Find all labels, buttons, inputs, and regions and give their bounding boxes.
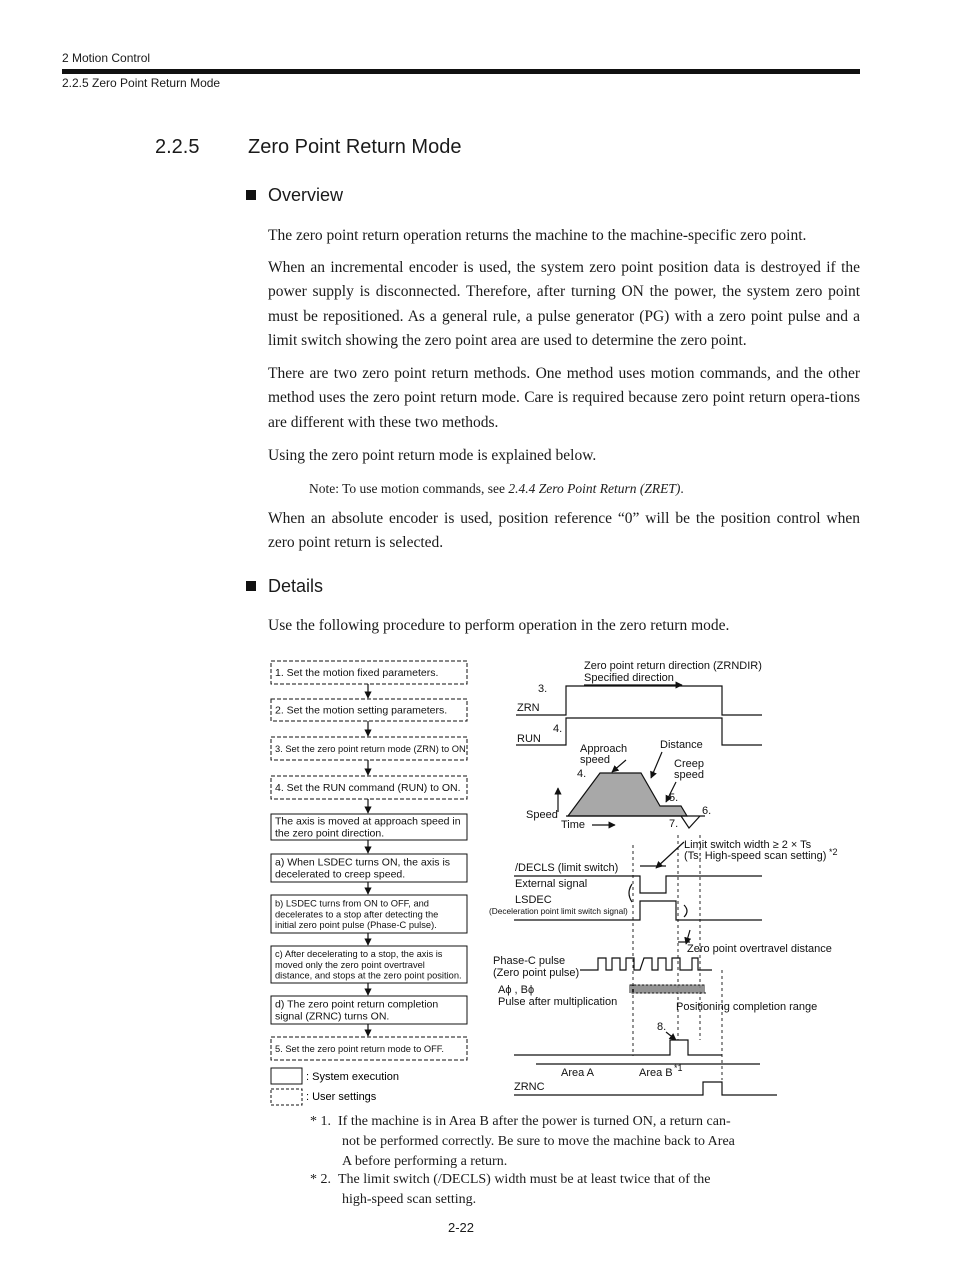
distance-label: Distance xyxy=(660,739,703,751)
header-section: 2.2.5 Zero Point Return Mode xyxy=(62,76,221,90)
flow-step-text: distance, and stops at the zero point position. xyxy=(275,970,462,981)
legend-system-box xyxy=(271,1068,302,1084)
step-5-label: 5. xyxy=(669,792,679,804)
positioning-signal xyxy=(514,1040,722,1055)
step-4-speed-label: 4. xyxy=(577,768,587,780)
time-axis-label: Time xyxy=(561,819,586,831)
overview-paragraph-2: When an incremental encoder is used, the system zero point position data is destroyed if the power supply is disconnected. Therefore, after turning ON the power, the system zero point must be repositioned. As a general rule, a pulse generator (PG) with a zero point pulse and a limit switch showing the zero point area are used to determine the zero point. xyxy=(268,259,860,350)
approach-pointer xyxy=(612,760,626,772)
zrn-signal xyxy=(516,686,762,715)
lsdec-description: (Deceleration point limit switch signal) xyxy=(489,906,628,916)
zrnc-signal xyxy=(514,1082,777,1095)
legend-user-box xyxy=(271,1089,302,1105)
phase-c-pulses xyxy=(580,958,712,970)
flow-step-text: 3. Set the zero point return mode (ZRN) to ON. xyxy=(275,743,469,754)
flow-step-text: signal (ZRNC) turns ON. xyxy=(275,1010,390,1023)
header-chapter: 2 Motion Control xyxy=(62,51,151,65)
legend-user-label: : User settings xyxy=(306,1091,377,1103)
section-title: Zero Point Return Mode xyxy=(248,136,462,158)
step-8-pointer xyxy=(666,1032,676,1040)
decls-label: /DECLS (limit switch) xyxy=(515,862,619,874)
lsdec-label: LSDEC xyxy=(515,894,552,906)
flow-step-text: b) LSDEC turns from ON to OFF, and xyxy=(275,898,429,909)
step-3-label: 3. xyxy=(538,683,548,695)
direction-label: Zero point return direction (ZRNDIR) xyxy=(584,660,762,672)
footnote-1: * 1. If the machine is in Area B after the power is turned ON, a return can- not be performed correctly. Be sure to move the machine back to Area A before performing a return. xyxy=(310,1114,735,1169)
flow-step-text: decelerated to creep speed. xyxy=(275,868,406,881)
overview-paragraph-3: There are two zero point return methods. One method uses motion commands, and the other method uses the zero point return mode. Care is required because zero point return opera-tions are different with these two methods. xyxy=(268,365,860,431)
distance-pointer xyxy=(651,752,662,778)
external-signal-label: External signal xyxy=(515,878,588,890)
flow-step-text: decelerates to a stop after detecting the xyxy=(275,909,439,920)
flow-step-text: initial zero point pulse (Phase-C pulse). xyxy=(275,920,437,931)
limit-width-pointer xyxy=(656,842,684,868)
zrnc-label: ZRNC xyxy=(514,1081,545,1093)
flow-step-text: 1. Set the motion fixed parameters. xyxy=(275,667,439,680)
phase-c-label: Phase-C pulse xyxy=(493,955,566,967)
details-paragraph-1: Use the following procedure to perform operation in the zero return mode. xyxy=(268,617,730,634)
footnote-2: * 2. The limit switch (/DECLS) width must be at least twice that of the high-speed scan setting. xyxy=(310,1172,711,1207)
ab-pulse-signal xyxy=(630,985,706,993)
limit-width-label: Limit switch width ≥ 2 × Ts xyxy=(684,839,812,851)
overtravel-return xyxy=(681,816,700,828)
limit-width-sub-label: (Ts: High-speed scan setting) xyxy=(684,850,827,862)
run-label: RUN xyxy=(517,733,541,745)
flow-step-text: the zero point direction. xyxy=(275,827,385,840)
area-a-label: Area A xyxy=(561,1067,595,1079)
overtravel-label: Zero point overtravel distance xyxy=(687,943,832,955)
flow-step-text: a) When LSDEC turns ON, the axis is xyxy=(275,856,451,869)
legend-system-label: : System execution xyxy=(306,1071,399,1083)
approach-label: Approach xyxy=(580,743,628,755)
page-number: 2-22 xyxy=(448,1220,475,1235)
creep-sub-label: speed xyxy=(674,769,704,781)
step-7-label: 7. xyxy=(669,818,679,830)
area-b-label: Area B xyxy=(639,1067,673,1079)
note: Note: To use motion commands, see 2.4.4 Zero Point Return (ZRET). xyxy=(309,481,684,496)
positioning-label: Positioning completion range xyxy=(676,1001,818,1013)
direction-sub-label: Specified direction xyxy=(584,672,674,684)
footnote-mark-2: *2 xyxy=(829,847,838,857)
approach-sub-label: speed xyxy=(580,754,610,766)
flow-step-text: c) After decelerating to a stop, the axis is xyxy=(275,948,443,959)
overview-paragraph-4: Using the zero point return mode is explained below. xyxy=(268,447,597,464)
details-heading: Details xyxy=(246,576,323,597)
flow-step-text: 4. Set the RUN command (RUN) to ON. xyxy=(275,782,461,795)
footnote-mark-1: *1 xyxy=(674,1063,683,1073)
flow-step-text: 5. Set the zero point return mode to OFF. xyxy=(275,1043,444,1054)
flowchart xyxy=(271,661,468,1060)
ab-phase-sub-label: Pulse after multiplication xyxy=(498,996,618,1008)
phase-c-sub-label: (Zero point pulse) xyxy=(493,967,580,979)
ab-pulses xyxy=(630,985,706,993)
overview-paragraph-5: When an absolute encoder is used, position reference “0” will be the position control when zero point return is selected. xyxy=(268,510,860,552)
lsdec-transition-arc xyxy=(684,905,687,917)
flow-step-text: The axis is moved at approach speed in xyxy=(275,815,461,828)
timing-chart xyxy=(489,660,838,1095)
zrn-label: ZRN xyxy=(517,702,540,714)
flow-step-text: moved only the zero point overtravel xyxy=(275,959,425,970)
step-8-label: 8. xyxy=(657,1021,667,1033)
overview-heading: Overview xyxy=(246,185,343,206)
step-4-run-label: 4. xyxy=(553,723,563,735)
step-6-label: 6. xyxy=(702,805,712,817)
flow-step-text: d) The zero point return completion xyxy=(275,998,439,1011)
overview-paragraph-1: The zero point return operation returns the machine to the machine-specific zero point. xyxy=(268,227,807,244)
speed-axis-label: Speed xyxy=(526,809,558,821)
note-reference-link: 2.4.4 Zero Point Return (ZRET) xyxy=(508,481,681,496)
decls-transition-arc xyxy=(629,884,632,902)
creep-label: Creep xyxy=(674,758,704,770)
flow-step-text: 2. Set the motion setting parameters. xyxy=(275,704,448,717)
ab-phase-label: Aϕ , Bϕ xyxy=(498,984,535,996)
section-number: 2.2.5 xyxy=(155,136,200,158)
phase-c-signal xyxy=(580,958,712,970)
